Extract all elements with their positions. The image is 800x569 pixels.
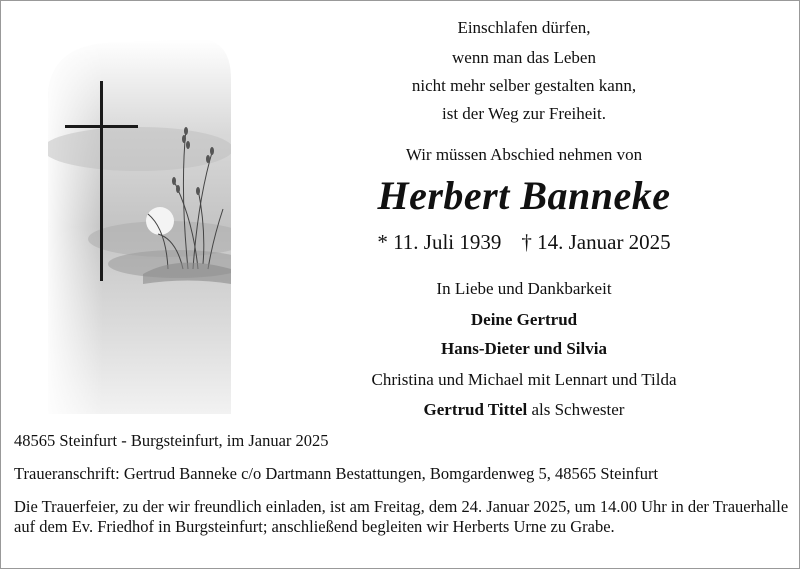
life-dates	[334, 230, 714, 254]
mourner-line	[314, 400, 734, 420]
cross-icon	[48, 39, 231, 414]
poem-line: ist der Weg zur Freiheit.	[441, 104, 607, 123]
mourner-relation: als Schwester	[527, 400, 625, 419]
mourner-line: Hans-Dieter und Silvia	[441, 339, 607, 358]
deceased-name: Herbert Banneke	[377, 173, 671, 218]
poem-line: nicht mehr selber gestalten kann,	[411, 76, 637, 95]
ceremony-details: Die Trauerfeier, zu der wir freundlich einladen, ist am Freitag, dem 24. Januar 2025, um 14.00 Uhr in der Trauerhalle auf dem Ev. Friedhof in Burgsteinfurt; anschließend begleiten wir Herberts Urne zu Grabe.	[14, 497, 789, 536]
place-date: 48565 Steinfurt - Burgsteinfurt, im Januar 2025	[14, 431, 329, 450]
poem-line: wenn man das Leben	[452, 48, 596, 67]
farewell-intro: Wir müssen Abschied nehmen von	[405, 145, 643, 164]
mourner-name: Gertrud Tittel	[423, 400, 528, 419]
mourners-intro: In Liebe und Dankbarkeit	[436, 279, 612, 298]
mourning-address: Traueranschrift: Gertrud Banneke c/o Dartmann Bestattungen, Bomgardenweg 5, 48565 Steinfurt	[14, 464, 659, 483]
death-date: † 14. Januar 2025	[521, 230, 671, 254]
mourner-line: Deine Gertrud	[470, 310, 578, 329]
mourner-line: Christina und Michael mit Lennart und Tilda	[371, 370, 677, 389]
poem-line: Einschlafen dürfen,	[457, 18, 591, 37]
birth-date: * 11. Juli 1939	[377, 230, 502, 254]
cross-landscape-image	[48, 39, 231, 414]
